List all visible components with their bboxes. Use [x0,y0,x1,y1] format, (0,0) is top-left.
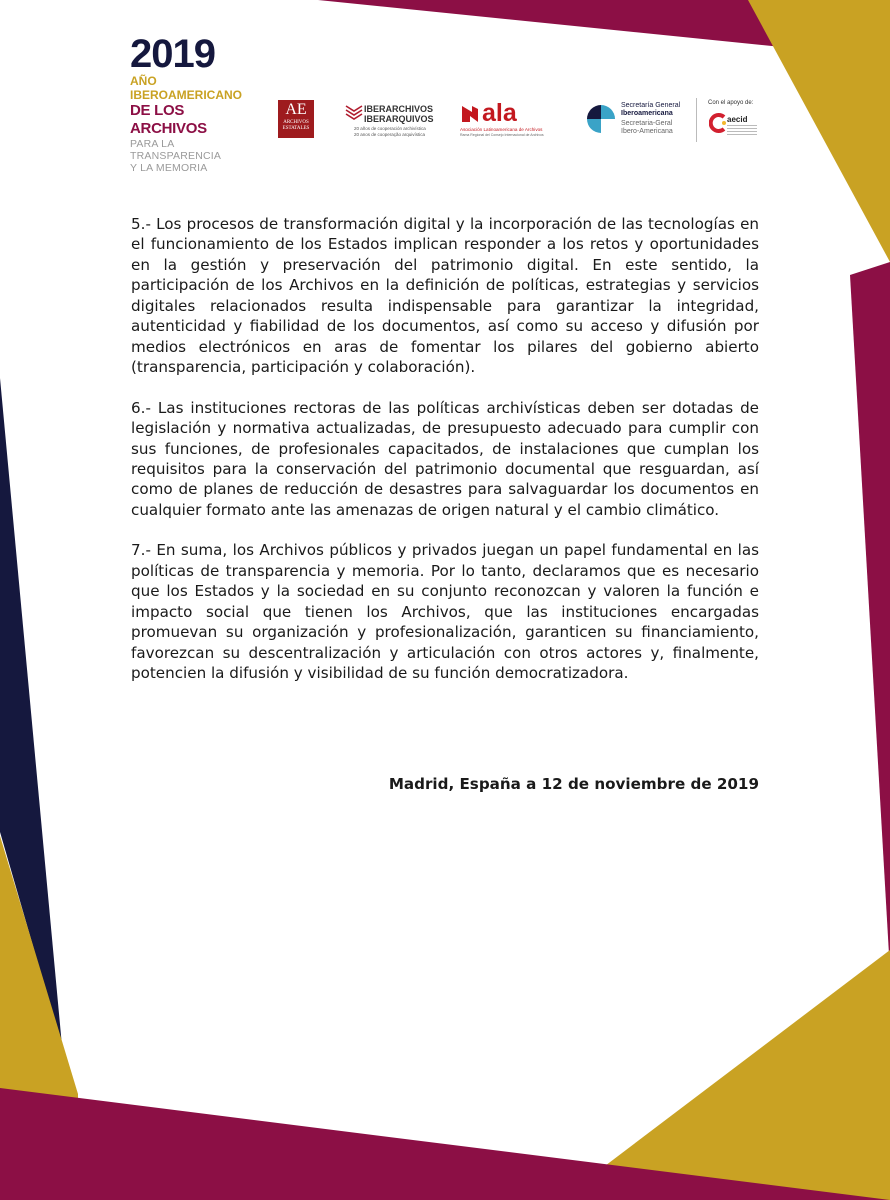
ala-subtitle-2: Rama Regional del Consejo Internacional de Archivos [460,133,544,137]
ala-wing-icon [460,104,480,124]
logo-archivos-estatales [278,100,314,138]
paragraph-5: 5.- Los procesos de transformación digital y la incorporación de las tecnologías en el funcionamiento de los Estados implican responder a los retos y oportunidades en la gestión y preservación del patrimonio digital. En este sentido, la participación de los Archivos en la definición de políticas, estrategias y servicios digitales relacionados resulta indispensable para garantizar la integridad, autenticidad y fiabilidad de los documentos, así como su acceso y difusión por medios electrónicos en aras de fomentar los pilares del gobierno abierto (transparencia, participación y colaboración). [131,215,759,377]
ala-wordmark: ala [482,99,517,127]
aecid-caption: Con el apoyo de: [708,100,754,106]
ala-subtitle: Asociación Latinoamericana de Archivos [460,127,543,132]
logo-ae-mark: AE [285,101,307,118]
logo-2019-year: 2019 [130,32,215,76]
iberarchivos-line3: 20 años de cooperación archivística [354,126,426,131]
logo-aecid [708,100,770,142]
segib-emblem-icon [584,102,618,136]
logo-2019-line4: Y LA MEMORIA [130,162,208,174]
aecid-small-print [727,125,757,137]
logo-2019-line1: AÑO IBEROAMERICANO [130,74,243,102]
segib-line4: Ibero-Americana [621,128,673,135]
logo-divider [696,98,697,142]
iberarchivos-line1: IBERARCHIVOS [364,104,434,114]
logo-ae-sub: ARCHIVOS ESTATALES [282,120,310,131]
logo-ala [460,100,556,138]
logo-segib [584,102,688,138]
iberarchivos-line4: 20 anos de cooperação arquivística [354,132,426,137]
logo-ano-iberoamericano [130,32,255,174]
paragraph-7: 7.- En suma, los Archivos públicos y privados juegan un papel fundamental en las políticas de transparencia y memoria. Por lo tanto, declaramos que es necesario que los Estados y la sociedad en su conjunto reconozcan y valoren la función e impacto social que tienen los Archivos, que las instituciones encargadas promuevan su organización y profesionalización, garanticen su financiamiento, favorezcan su descentralización y articulación con otros actores y, finalmente, potencien la difusión y visibilidad de su función democratizadora. [131,541,759,683]
aecid-name: aecid [727,115,748,124]
header-logos [130,32,770,174]
logo-2019-line2: DE LOS ARCHIVOS [130,102,207,137]
place-date-signature: Madrid, España a 12 de noviembre de 2019 [388,775,759,793]
decor-right-maroon [850,262,890,972]
paragraph-6: 6.- Las instituciones rectoras de las políticas archivísticas deben ser dotadas de legislación y normativa actualizadas, de presupuesto adecuado para cumplir con sus funciones, de profesionales capacitados, de instalaciones que cumplan los requisitos para la conservación del patrimonio documental que resguardan, así como de planes de reducción de desastres para salvaguardar los documentos en cualquier formato ante las amenazas de origen natural y el cambio climático. [131,398,759,519]
iberarchivos-line2: IBERARQUIVOS [364,114,434,124]
document-body [131,214,759,704]
decor-bottom-gold [560,950,890,1200]
logo-2019-line3: PARA LA TRANSPARENCIA [130,138,222,162]
segib-line1: Secretaría General [621,102,681,109]
logo-iberarchivos [344,102,434,140]
aecid-emblem-icon [709,112,727,134]
iberarchivos-book-icon [344,102,364,124]
segib-line3: Secretaria-Geral [621,120,673,127]
segib-line2: Iberoamericana [621,110,673,117]
